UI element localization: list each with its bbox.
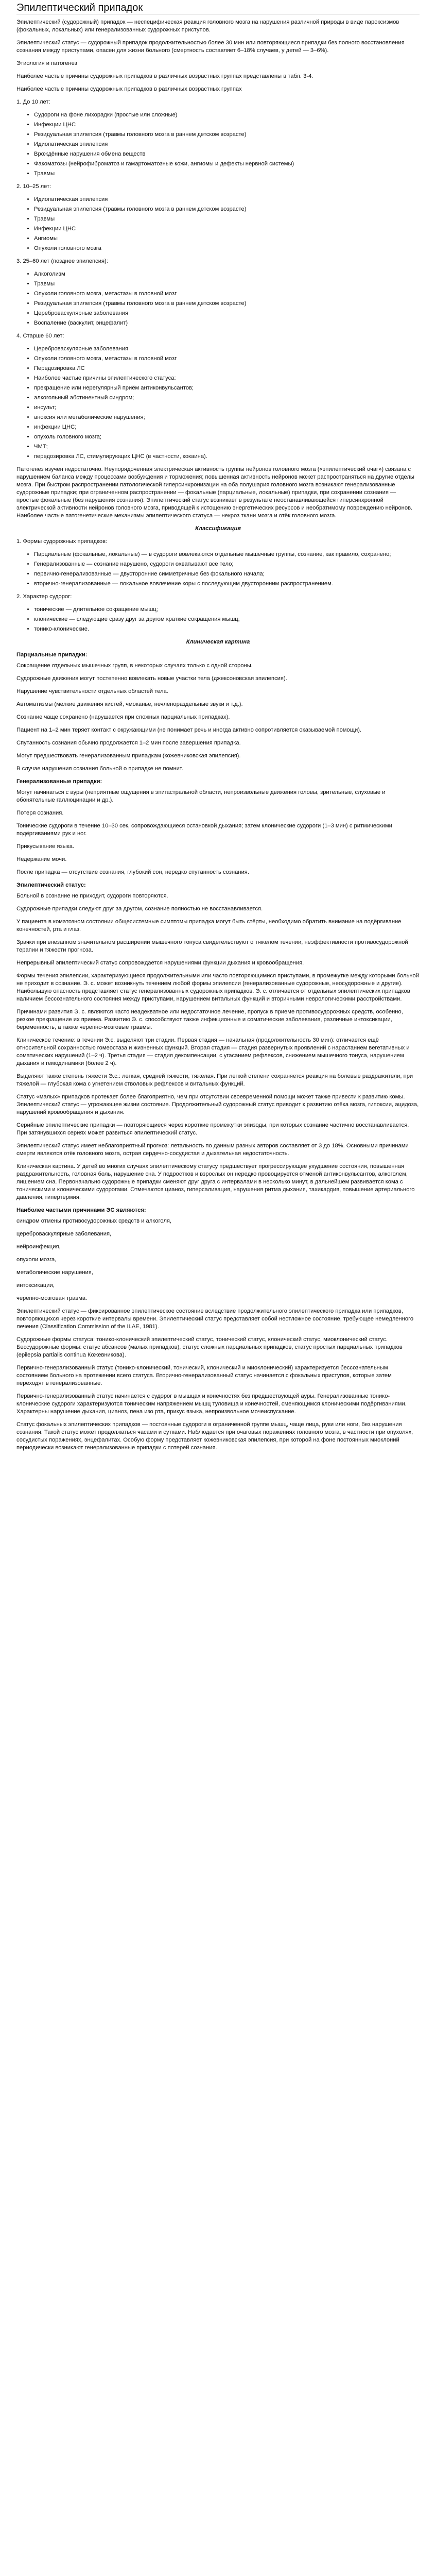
paragraph: Причинами развития Э. с. являются часто неадекватное или недостаточное лечение, пропуск в приеме противосудорожных средств, особенно, резкое прекращение их приема. Развитию Э. с. способствуют также инфекционные и соматические заболевания, различные интоксикации, беременность, а также черепно-мозговые травмы. (16, 1009, 403, 1030)
document-page (8, 0, 428, 1452)
list-item: • Резидуальная эпилепсия (травмы головного мозга в раннем детском возрасте) (34, 131, 420, 139)
paragraph: В случае нарушения сознания больной о припадке не помнит. (16, 766, 183, 772)
age-group-label: 3. 25–60 лет (позднее эпилепсия): (16, 258, 108, 264)
paragraph: Зрачки при внезапном значительном расширении мышечного тонуса свидетельствуют о тяжелом течении, неэффективности противосудорожной терапии и тяжести прогноза. (16, 939, 408, 953)
clinical-section (16, 638, 420, 1201)
paragraph: Потеря сознания. (16, 810, 64, 816)
list-item: • тонические — длительное сокращение мышц; (34, 606, 420, 614)
paragraph: После припадка — отсутствие сознания, глубокий сон, нередко спутанность сознания. (16, 869, 249, 875)
list-item: • Цереброваскулярные заболевания (34, 345, 420, 353)
age-group-items (16, 345, 420, 461)
age-group-items (16, 111, 420, 178)
list-item: • первично-генерализованные — двусторонние симметричные без фокального начала; (34, 570, 420, 578)
classification-section (16, 525, 420, 633)
intro-paragraph: Эпилептический статус — судорожный припадок продолжительностью более 30 мин или повторяющиеся припадки без полного восстановления сознания между приступами, опасен для жизни больного (смертность составляет 6–18% случаев, у детей — 3–6%). (16, 40, 405, 54)
paragraph: Недержание мочи. (16, 856, 67, 862)
list-item: • Травмы (34, 215, 420, 223)
causes-section (16, 1207, 420, 1302)
general-list (16, 789, 420, 876)
paragraph: Спутанность сознания обычно продолжается 1–2 мин после завершения припадка. (16, 740, 241, 746)
paragraph: Тонические судороги в течение 10–30 сек, сопровождающиеся остановкой дыхания; затем клонические судороги (1–3 мин) с ритмическими подёргиваниями рук и ног. (16, 823, 392, 837)
list-item: • Алкоголизм (34, 270, 420, 278)
partial-list (16, 662, 420, 773)
list-item: • Инфекции ЦНС (34, 225, 420, 233)
paragraph: Сокращение отдельных мышечных групп, в некоторых случаях только с одной стороны. (16, 663, 253, 669)
causes-list (16, 1217, 420, 1302)
subsection-title: Наиболее частыми причинами ЭС являются: (16, 1207, 146, 1213)
paragraph: Могут предшествовать генерализованным припадкам (кожевниковская эпилепсия). (16, 753, 241, 759)
paragraph: Непрерывный эпилептический статус сопровождается нарушениями функции дыхания и кровообращения. (16, 960, 304, 966)
pathogenesis-paragraph: Патогенез изучен недостаточно. Неупорядоченная электрическая активность группы нейронов головного мозга («эпилептический очаг») связана с нарушением баланса между процессами возбуждения и торможения; повышенная активность нейронов может распространяться на другие отделы мозга. При быстром распространении патологической гиперсинхронизации на оба полушария головного мозга возникают генерализованные судорожные припадки; при ограниченном распространении — фокальные (парциальные, локальные) припадки, при сохранении сознания — простые фокальные (без нарушения сознания). Эпилептический статус возникает в результате неостанавливающейся гиперсинхронной электрической активности нейронов головного мозга, приводящей к истощению энергетических ресурсов и необратимому повреждению нейронов. Наиболее частые патогенетические механизмы эпилептического статуса — некроз ткани мозга и отёк головного мозга. (16, 466, 414, 519)
paragraph: Серийные эпилептические припадки — повторяющиеся через короткие промежутки эпизоды, при которых сознание частично восстанавливается. При затянувшихся сериях может развиться эпилептический статус. (16, 1122, 409, 1136)
tail-paragraphs (16, 1308, 420, 1452)
age-group-items (16, 196, 420, 252)
intro-heading: Этиология и патогенез (16, 60, 77, 66)
paragraph: Сознание чаще сохранено (нарушается при сложных парциальных припадках). (16, 714, 230, 720)
list-item: • Идиопатическая эпилепсия (34, 141, 420, 148)
list-item: • прекращение или нерегулярный приём антиконвульсантов; (34, 384, 420, 392)
list-item: • Идиопатическая эпилепсия (34, 196, 420, 204)
list-item: • Резидуальная эпилепсия (травмы головного мозга в раннем детском возрасте) (34, 206, 420, 213)
paragraph: Прикусывание языка. (16, 843, 75, 850)
paragraph: Судорожные формы статуса: тонико-клонический эпилептический статус, тонический статус, клонический статус, миоклонический статус. Бессудорожные формы: статус абсансов (малых припадков), статус сложных парциальных припадков, статус простых парциальных припадков (epilepsia partialis continua Кожевникова). (16, 1336, 403, 1358)
paragraph: Судорожные движения могут постепенно вовлекать новые участки тела (джексоновская эпилепсия). (16, 675, 287, 682)
list-item: цереброваскулярные заболевания, (16, 1231, 112, 1237)
paragraph: Могут начинаться с ауры (неприятные ощущения в эпигастральной области, непроизвольные движения головы, зрительные, слуховые и обонятельные галлюцинации и др.). (16, 789, 386, 803)
list-item: • инсульт; (34, 404, 420, 412)
list-item: • алкогольный абстинентный синдром; (34, 394, 420, 402)
list-item: • Воспаление (васкулит, энцефалит) (34, 319, 420, 327)
list-item: метаболические нарушения, (16, 1269, 93, 1276)
paragraph: Формы течения эпилепсии, характеризующиеся продолжительными или часто повторяющимися приступами, в промежутке между которыми больной не приходит в сознание. Э. с. может возникнуть течением любой формы эпилепсии (генерализованные судорожные, неосудорожные и другие). Наибольшую опасность представляет статус генерализованных судорожных припадков. Э. с. отличается от отдельных эпилептических припадков наличием бессознательного состояния между приступами, нарушением витальных функций и вторичными неврологическими расстройствами. (16, 973, 420, 1002)
intro-paragraph: Эпилептический (судорожный) припадок — неспецифическая реакция головного мозга на нарушения различной природы в виде пароксизмов (фокальных, локальных) или генерализованных судорожных приступов. (16, 19, 399, 33)
list-item: • тонико-клонические. (34, 625, 420, 633)
forms-list (16, 551, 420, 588)
list-item: • Травмы (34, 280, 420, 288)
paragraph: Эпилептический статус имеет неблагоприятный прогноз: летальность по данным разных авторов составляет от 3 до 18%. Основными причинами смерти являются отёк головного мозга, острая сердечно-сосудистая и дыхательная недостаточность. (16, 1143, 409, 1157)
list-item: • Факоматозы (нейрофиброматоз и гамартоматозные кожи, ангиомы и дефекты нервной системы) (34, 160, 420, 168)
status-list (16, 892, 420, 934)
age-group-list (16, 98, 420, 461)
list-item: • Инфекции ЦНС (34, 121, 420, 129)
list-item: • Судороги на фоне лихорадки (простые или сложные) (34, 111, 420, 119)
paragraph: Клиническое течение: в течении Э.с. выделяют три стадии. Первая стадия — начальная (продолжительность 30 мин): отличается ещё относительной сохранностью гомеостаза и жизненных функций. Вторая стадия — стадия развернутых проявлений с нарастанием вегетативных и соматических нарушений (1–2 ч). Третья стадия — стадия декомпенсации, с угасанием рефлексов, снижением мышечного тонуса, нарушением дыхания и гемодинамики (более 2 ч). (16, 1037, 410, 1066)
intro-paragraph: Наиболее частые причины судорожных припадков в различных возрастных группах (16, 86, 242, 92)
list-item: • Парциальные (фокальные, локальные) — в судороги вовлекаются отдельные мышечные группы, сознание, как правило, сохранено; (34, 551, 420, 558)
intro-paragraph: Наиболее частые причины судорожных припадков в различных возрастных группах представлены в табл. 3-4. (16, 73, 313, 79)
paragraph: Нарушение чувствительности отдельных областей тела. (16, 688, 168, 694)
subsection-title: Парциальные припадки: (16, 652, 88, 658)
paragraph: Первично-генерализованный статус (тонико-клонический, тонический, клонический и миоклонический) характеризуется бессознательным состоянием больного на протяжении всего статуса. Вторично-генерализованный статус начинается с фокальных приступов, которые затем переходят в генерализованные. (16, 1365, 392, 1386)
list-item: • клонические — следующие сразу друг за другом краткие сокращения мышц; (34, 616, 420, 623)
age-group-label: 4. Старше 60 лет: (16, 333, 64, 339)
list-item: • Генерализованные — сознание нарушено, судороги охватывают всё тело; (34, 561, 420, 568)
list-item: • Врождённые нарушения обмена веществ (34, 150, 420, 158)
list-item: • Передозировка ЛС (34, 365, 420, 372)
classification-label: 2. Характер судорог: (16, 594, 72, 600)
list-item: • инфекции ЦНС; (34, 423, 420, 431)
list-item: • передозировка ЛС, стимулирующих ЦНС (в частности, кокаина). (34, 453, 420, 461)
list-item: • ЧМТ; (34, 443, 420, 451)
list-item: • Ангиомы (34, 235, 420, 243)
list-item: • Цереброваскулярные заболевания (34, 310, 420, 317)
list-item: опухоли мозга, (16, 1257, 57, 1263)
list-item: • Опухоли головного мозга, метастазы в головной мозг (34, 355, 420, 363)
list-item: черепно-мозговая травма. (16, 1295, 88, 1301)
subsection-title: Эпилептический статус: (16, 882, 86, 888)
list-item: интоксикации, (16, 1282, 55, 1289)
list-item: • Опухоли головного мозга (34, 245, 420, 252)
notes-list (16, 939, 420, 967)
list-item: • Наиболее частые причины эпилептического статуса: (34, 375, 420, 382)
subsection-title: Генерализованные припадки: (16, 778, 102, 785)
section-title: Клиническая картина (186, 639, 250, 645)
list-item: • аноксия или метаболические нарушения; (34, 414, 420, 421)
paragraph: Судорожные припадки следуют друг за другом, сознание полностью не восстанавливается. (16, 906, 263, 912)
list-item: • Травмы (34, 170, 420, 178)
long-paragraphs (16, 972, 420, 1201)
list-item: нейроинфекция, (16, 1244, 61, 1250)
list-item: • опухоль головного мозга; (34, 433, 420, 441)
paragraph: Больной в сознание не приходит, судороги повторяются. (16, 893, 168, 899)
age-group-label: 1. До 10 лет: (16, 99, 50, 105)
page-title: Эпилептический припадок (16, 4, 420, 14)
section-title: Классификация (195, 526, 241, 532)
paragraph: Эпилептический статус — фиксированное эпилептическое состояние вследствие продолжительного эпилептического припадка или припадков, повторяющихся через короткие интервалы времени. Эпилептический статус представляет собой неотложное состояние, требующее немедленного лечения (Classification Commission of the ILAE, 1981). (16, 1308, 414, 1330)
paragraph: Автоматизмы (мелкие движения кистей, чмоканье, нечленораздельные звуки и т.д.). (16, 701, 243, 707)
list-item: • вторично-генерализованные — локальное вовлечение коры с последующим двусторонним распространением. (34, 580, 420, 588)
classification-label: 1. Формы судорожных припадков: (16, 538, 108, 545)
paragraph: Статус фокальных эпилептических припадков — постоянные судороги в ограниченной группе мышц, чаще лица, руки или ноги, без нарушения сознания. Такой статус может продолжаться часами и сутками. Наблюдается при очаговых поражениях головного мозга, в частности при опухолях, сосудистых поражениях, энцефалитах. Особую форму представляет кожевниковская эпилепсия, при которой на фоне постоянных миоклоний периодически возникают генерализованные припадки с потерей сознания. (16, 1421, 413, 1451)
paragraph: Статус «малых» припадков протекает более благоприятно, чем при отсутствии своевременной помощи может также привести к развитию комы. Эпилептический статус — угрожающее жизни состояние. Продолжительный судорожный статус приводит к развитию отёка мозга, гипоксии, ацидоза, нарушений кровообращения и дыхания. (16, 1094, 419, 1115)
age-group-label: 2. 10–25 лет: (16, 183, 51, 190)
list-item: • Опухоли головного мозга, метастазы в головной мозг (34, 290, 420, 298)
paragraph: Выделяют также степень тяжести Э.с.: легкая, средней тяжести, тяжелая. При легкой степени сохраняется реакция на болевые раздражители, при тяжелой — глубокая кома с угнетением стволовых рефлексов и витальных функций. (16, 1073, 413, 1087)
list-item: • Резидуальная эпилепсия (травмы головного мозга в раннем детском возрасте) (34, 300, 420, 308)
paragraph: Пациент на 1–2 мин теряет контакт с окружающими (не понимает речь и иногда активно сопротивляется оказываемой помощи). (16, 727, 362, 733)
list-item: синдром отмены противосудорожных средств и алкоголя, (16, 1218, 172, 1224)
age-group-items (16, 270, 420, 327)
paragraph: Клиническая картина. У детей во многих случаях эпилептическому статусу предшествует прогрессирующее ухудшение состояния, повышенная раздражительность, головная боль, нарушение сна. У подростков и взрослых он нередко провоцируется отменой антиконвульсантов, алкоголем, лишением сна. Первоначально судорожные припадки сменяют друг друга с интервалами в несколько минут, в дальнейшем развивается кома с тоническими и клоническими судорогами. Отмечаются цианоз, гиперсаливация, нарушения ритма дыхания, тахикардия, повышение артериального давления, гипертермия. (16, 1163, 415, 1200)
paragraph: Первично-генерализованный статус начинается с судорог в мышцах и конечностях без предшествующей ауры. Генерализованные тонико-клонические судороги характеризуются тоническим напряжением мышц туловища и конечностей, сменяющимся клоническими подёргиваниями. Характерны нарушение дыхания, цианоз, пена изо рта, прикус языка, непроизвольное мочеиспускание. (16, 1393, 407, 1415)
characters-list (16, 606, 420, 633)
paragraph: У пациента в коматозном состоянии общесистемные симптомы припадка могут быть стёрты, необходимо обратить внимание на подёргивание конечностей, рта и глаз. (16, 919, 402, 933)
